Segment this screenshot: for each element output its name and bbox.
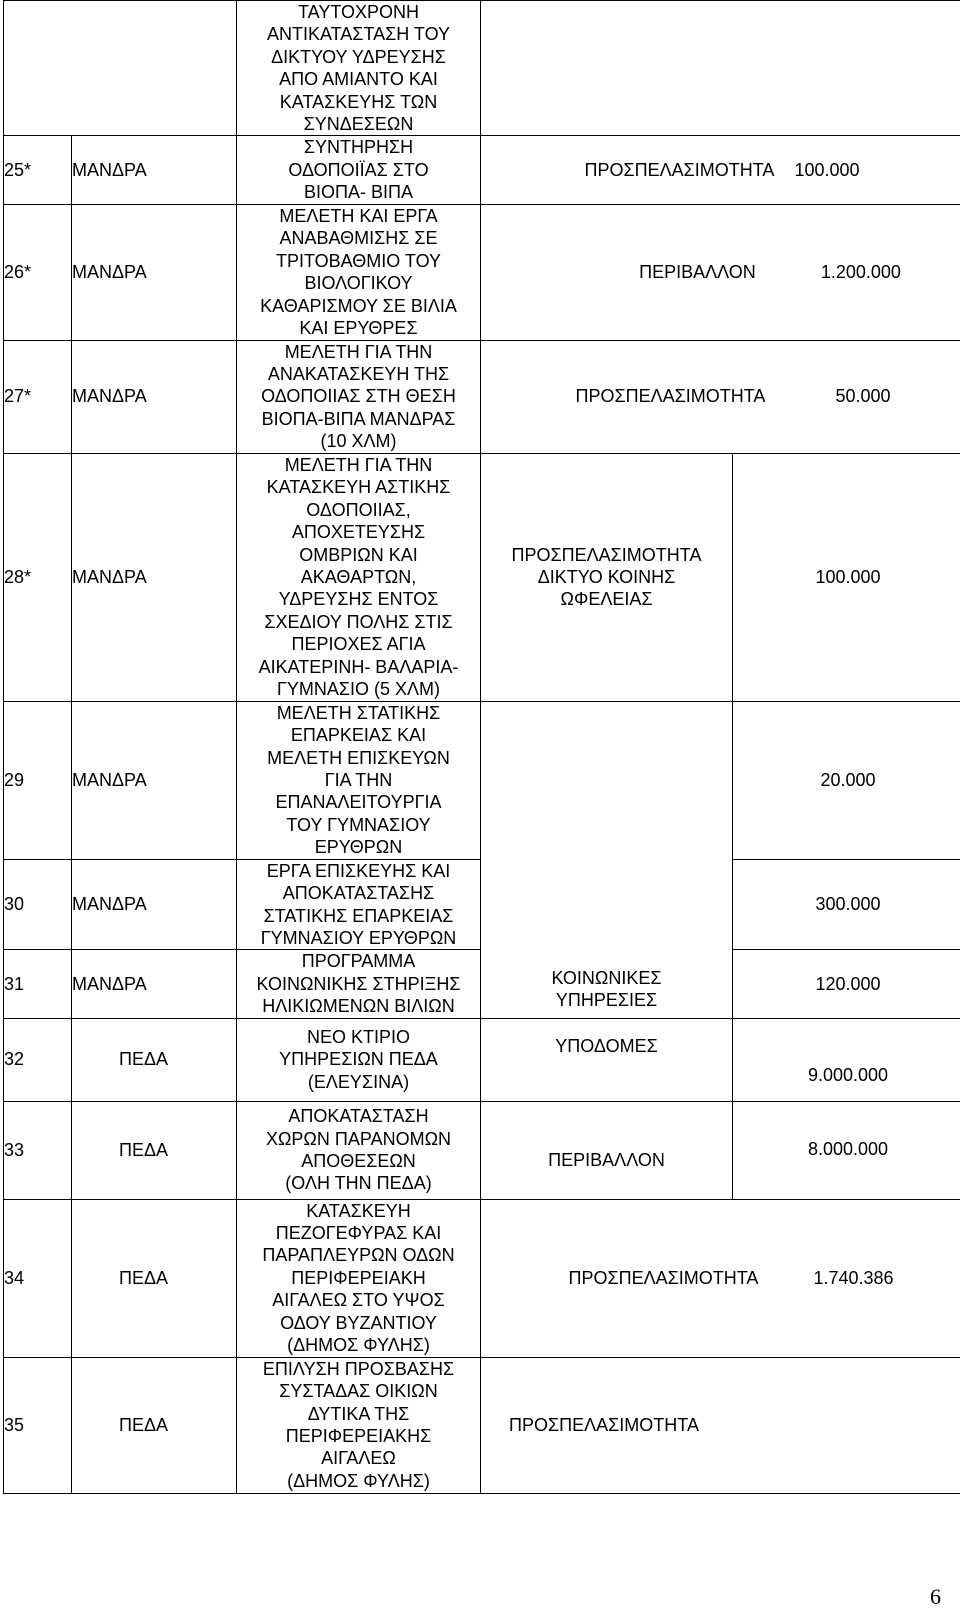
amount: 1.740.386 (813, 1268, 893, 1288)
project-description: ΜΕΛΕΤΗ ΣΤΑΤΙΚΗΣ ΕΠΑΡΚΕΙΑΣ ΚΑΙ ΜΕΛΕΤΗ ΕΠΙΣΚΕΥΩΝ ΓΙΑ ΤΗΝ ΕΠΑΝΑΛΕΙΤΟΥΡΓΙΑ ΤΟΥ ΓΥΜΝΑΣΙΟΥ ΕΡΥΘΡΩΝ (237, 701, 481, 859)
municipality: ΠΕΔΑ (72, 1018, 237, 1101)
municipality: ΜΑΝΔΡΑ (72, 950, 237, 1018)
table-row (4, 1101, 960, 1199)
category: ΠΡΟΣΠΕΛΑΣΙΜΟΤΗΤΑ (575, 386, 765, 406)
category: ΠΕΡΙΒΑΛΛΟΝ (481, 1101, 733, 1199)
project-description: ΠΡΟΓΡΑΜΜΑ ΚΟΙΝΩΝΙΚΗΣ ΣΤΗΡΙΞΗΣ ΗΛΙΚΙΩΜΕΝΩΝ ΒΙΛΙΩΝ (237, 950, 481, 1018)
category (481, 701, 733, 859)
project-description: ΕΡΓΑ ΕΠΙΣΚΕΥΗΣ ΚΑΙ ΑΠΟΚΑΤΑΣΤΑΣΗΣ ΣΤΑΤΙΚΗΣ ΕΠΑΡΚΕΙΑΣ ΓΥΜΝΑΣΙΟΥ ΕΡΥΘΡΩΝ (237, 859, 481, 950)
table-row (4, 453, 960, 701)
category (481, 859, 733, 950)
municipality: ΜΑΝΔΡΑ (72, 204, 237, 340)
table-row (4, 859, 960, 950)
project-description: ΣΥΝΤΗΡΗΣΗ ΟΔΟΠΟΙΪΑΣ ΣΤΟ ΒΙΟΠΑ- ΒΙΠΑ (237, 136, 481, 204)
municipality: ΠΕΔΑ (72, 1199, 237, 1357)
table-row (4, 1, 960, 136)
category: ΚΟΙΝΩΝΙΚΕΣ ΥΠΗΡΕΣΙΕΣ (481, 950, 733, 1018)
category: ΠΡΟΣΠΕΛΑΣΙΜΟΤΗΤΑ (568, 1268, 758, 1288)
table-row (4, 701, 960, 859)
row-number: 28* (4, 453, 72, 701)
project-description: ΜΕΛΕΤΗ ΓΙΑ ΤΗΝ ΑΝΑΚΑΤΑΣΚΕΥΗ ΤΗΣ ΟΔΟΠΟΙΙΑΣ ΣΤΗ ΘΕΣΗ ΒΙΟΠΑ-ΒΙΠΑ ΜΑΝΔΡΑΣ (10 ΧΛΜ) (237, 340, 481, 453)
table-row (4, 1357, 960, 1493)
row-number: 31 (4, 950, 72, 1018)
category: ΠΡΟΣΠΕΛΑΣΙΜΟΤΗΤΑ (509, 1415, 699, 1435)
amount: 300.000 (733, 859, 960, 950)
amount: 1.200.000 (821, 262, 901, 282)
project-description: ΝΕΟ ΚΤΙΡΙΟ ΥΠΗΡΕΣΙΩΝ ΠΕΔΑ (ΕΛΕΥΣΙΝΑ) (237, 1018, 481, 1101)
project-description: ΑΠΟΚΑΤΑΣΤΑΣΗ ΧΩΡΩΝ ΠΑΡΑΝΟΜΩΝ ΑΠΟΘΕΣΕΩΝ (ΟΛΗ ΤΗΝ ΠΕΔΑ) (237, 1101, 481, 1199)
amount: 100.000 (733, 453, 960, 701)
row-number: 30 (4, 859, 72, 950)
amount: 8.000.000 (733, 1101, 960, 1199)
category-amount (481, 136, 960, 204)
amount: 50.000 (835, 386, 890, 406)
category: ΠΡΟΣΠΕΛΑΣΙΜΟΤΗΤΑ ΔΙΚΤΥΟ ΚΟΙΝΗΣ ΩΦΕΛΕΙΑΣ (481, 453, 733, 701)
row-number: 26* (4, 204, 72, 340)
category: ΠΕΡΙΒΑΛΛΟΝ (639, 262, 756, 282)
category: ΥΠΟΔΟΜΕΣ (481, 1018, 733, 1101)
row-number: 35 (4, 1357, 72, 1493)
table-row (4, 1199, 960, 1357)
projects-table (3, 0, 960, 1494)
municipality: ΜΑΝΔΡΑ (72, 340, 237, 453)
project-description: ΜΕΛΕΤΗ ΓΙΑ ΤΗΝ ΚΑΤΑΣΚΕΥΗ ΑΣΤΙΚΗΣ ΟΔΟΠΟΙΙΑΣ, ΑΠΟΧΕΤΕΥΣΗΣ ΟΜΒΡΙΩΝ ΚΑΙ ΑΚΑΘΑΡΤΩΝ, ΥΔΡΕΥΣΗΣ ΕΝΤΟΣ ΣΧΕΔΙΟΥ ΠΟΛΗΣ ΣΤΙΣ ΠΕΡΙΟΧΕΣ ΑΓΙΑ ΑΙΚΑΤΕΡΙΝΗ- ΒΑΛΑΡΙΑ- ΓΥΜΝΑΣΙΟ (5 ΧΛΜ) (237, 453, 481, 701)
row-number: 33 (4, 1101, 72, 1199)
amount: 120.000 (733, 950, 960, 1018)
table-row (4, 136, 960, 204)
amount: 100.000 (794, 160, 859, 180)
category-amount (481, 1199, 960, 1357)
project-description: ΤΑΥΤΟΧΡΟΝΗ ΑΝΤΙΚΑΤΑΣΤΑΣΗ ΤΟΥ ΔΙΚΤΥΟΥ ΥΔΡΕΥΣΗΣ ΑΠΟ ΑΜΙΑΝΤΟ ΚΑΙ ΚΑΤΑΣΚΕΥΗΣ ΤΩΝ ΣΥΝΔΕΣΕΩΝ (237, 1, 481, 136)
category: ΠΡΟΣΠΕΛΑΣΙΜΟΤΗΤΑ (584, 160, 774, 180)
row-number: 25* (4, 136, 72, 204)
project-description: ΜΕΛΕΤΗ ΚΑΙ ΕΡΓΑ ΑΝΑΒΑΘΜΙΣΗΣ ΣΕ ΤΡΙΤΟΒΑΘΜΙΟ ΤΟΥ ΒΙΟΛΟΓΙΚΟΥ ΚΑΘΑΡΙΣΜΟΥ ΣΕ ΒΙΛΙΑ ΚΑΙ ΕΡΥΘΡΕΣ (237, 204, 481, 340)
category-amount (481, 340, 960, 453)
category-amount (481, 1357, 960, 1493)
municipality: ΜΑΝΔΡΑ (72, 136, 237, 204)
empty-cell (4, 1, 237, 136)
amount: 20.000 (733, 701, 960, 859)
amount: 9.000.000 (733, 1018, 960, 1101)
row-number: 29 (4, 701, 72, 859)
row-number: 34 (4, 1199, 72, 1357)
empty-cell (481, 1, 960, 136)
municipality: ΠΕΔΑ (72, 1357, 237, 1493)
row-number: 27* (4, 340, 72, 453)
category-amount (481, 204, 960, 340)
table-row (4, 950, 960, 1018)
project-description: ΕΠΙΛΥΣΗ ΠΡΟΣΒΑΣΗΣ ΣΥΣΤΑΔΑΣ ΟΙΚΙΩΝ ΔΥΤΙΚΑ ΤΗΣ ΠΕΡΙΦΕΡΕΙΑΚΗΣ ΑΙΓΑΛΕΩ (ΔΗΜΟΣ ΦΥΛΗΣ) (237, 1357, 481, 1493)
page-number: 6 (930, 1584, 941, 1610)
municipality: ΜΑΝΔΡΑ (72, 859, 237, 950)
municipality: ΠΕΔΑ (72, 1101, 237, 1199)
table-row (4, 1018, 960, 1101)
row-number: 32 (4, 1018, 72, 1101)
municipality: ΜΑΝΔΡΑ (72, 701, 237, 859)
table-row (4, 340, 960, 453)
municipality: ΜΑΝΔΡΑ (72, 453, 237, 701)
project-description: ΚΑΤΑΣΚΕΥΗ ΠΕΖΟΓΕΦΥΡΑΣ ΚΑΙ ΠΑΡΑΠΛΕΥΡΩΝ ΟΔΩΝ ΠΕΡΙΦΕΡΕΙΑΚΗ ΑΙΓΑΛΕΩ ΣΤΟ ΥΨΟΣ ΟΔΟΥ ΒΥΖΑΝΤΙΟΥ (ΔΗΜΟΣ ΦΥΛΗΣ) (237, 1199, 481, 1357)
table-row (4, 204, 960, 340)
